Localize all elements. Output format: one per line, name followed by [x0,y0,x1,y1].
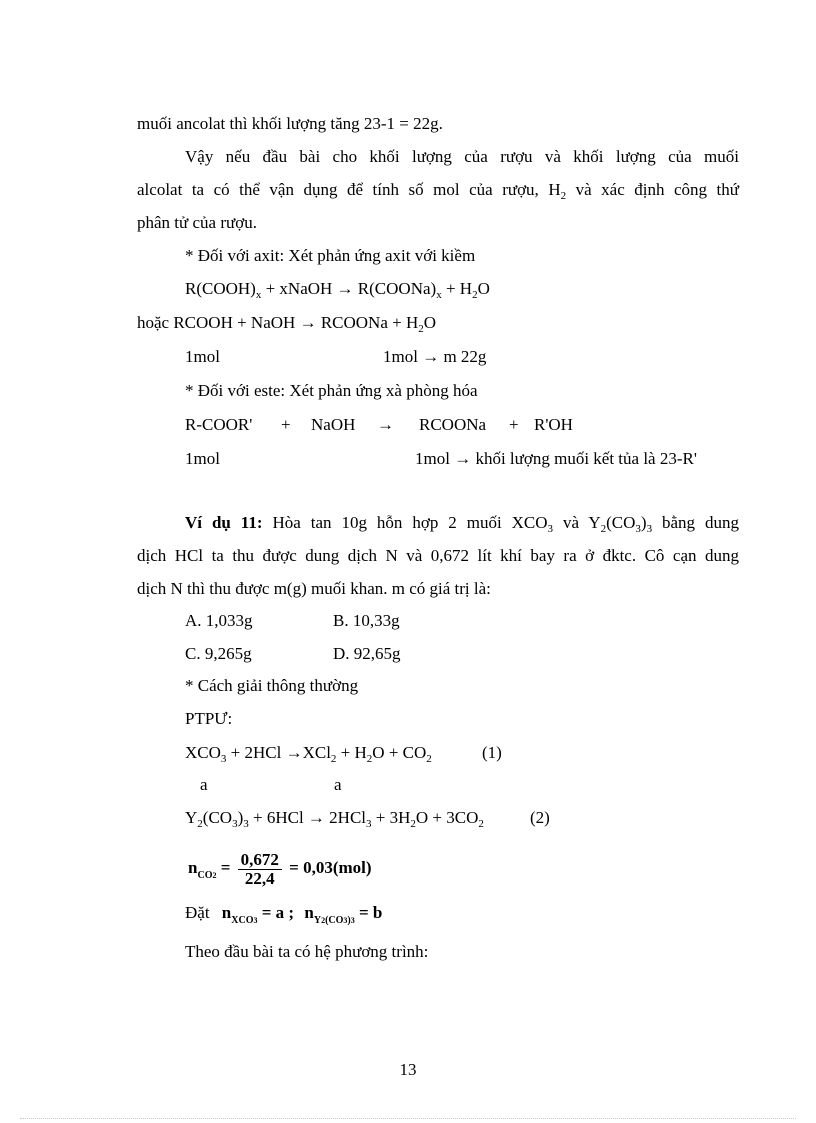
intro-line-3: alcolat ta có thể vận dụng để tính số mol của rượu, $H_2$ và xác định công thứ [137,180,739,202]
system-intro: Theo đầu bài ta có hệ phương trình: [185,942,429,961]
ptpu-label: PTPƯ: [185,709,233,728]
acid-mol-left: 1mol [185,347,220,366]
example-line-2: dịch HCl ta thu được dung dịch N và 0,672 lít khí bay ra ở đktc. Cô cạn dung [137,546,739,565]
option-b: B. 10,33g [333,611,400,630]
ester-eq-plus-1: + [281,415,291,434]
ester-eq-reactant: R-COOR' [185,415,253,434]
nco2-formula: $n_{CO2}$ = $\frac{0,672}{22,4}$ = 0,03(mol) [188,849,372,888]
ester-eq-plus-2: + [509,415,519,434]
ester-eq-arrow: → [377,415,394,434]
acid-heading: * Đối với axit: Xét phản ứng axit với kiềm [185,246,476,265]
solution-equation-2: $Y_2(CO_3)_3 + 6HCl \to 2HCl_3 + 3H_2O + 3CO_2$ [185,808,484,830]
nco2-fraction: $\frac{0,672}{22,4}$ [238,851,282,888]
ester-eq-rcoona: RCOONa [419,415,487,434]
acid-mol-right: 1mol → m 22g [383,347,487,366]
acid-equation-2: hoặc RCOOH + NaOH → RCOONa + $H_2O$ [137,313,437,335]
page-number: 13 [399,1060,417,1079]
intro-line-1: muối ancolat thì khối lượng tăng 23-1 = 22g. [137,114,443,133]
acid-equation-1: $R(COOH)_x$ + xNaOH → $R(COONa)_x + H_2O$ [185,279,490,301]
example-line-3: dịch N thì thu được m(g) muối khan. m có giá trị là: [137,579,491,598]
equation-1-number: (1) [482,743,502,762]
equation-2-number: (2) [530,808,550,827]
ester-eq-naoh: NaOH [311,415,356,434]
ester-eq-roh: R'OH [534,415,573,434]
bottom-divider [20,1118,796,1119]
coeff-a-left: a [200,775,208,794]
intro-line-2: Vậy nếu đầu bài cho khối lượng của rượu và khối lượng của muối [185,147,739,166]
option-a: A. 1,033g [185,611,253,630]
option-d: D. 92,65g [333,644,401,663]
example-line-1: Ví dụ 11: Hòa tan 10g hỗn hợp 2 muối $XCO_3$ và $Y_2(CO_3)_3$ bằng dung [185,513,739,535]
solution-heading: * Cách giải thông thường [185,676,359,695]
ester-mol-left: 1mol [185,449,220,468]
dat-line: Đặt $n_{XCO3} = a$ ; $n_{Y2(CO3)3} = b$ [185,903,383,926]
intro-line-4: phân tử của rượu. [137,213,257,232]
coeff-a-right: a [334,775,342,794]
solution-equation-1: $XCO_3 + 2HCl \to XCl_2 + H_2O + CO_2$ [185,743,432,765]
ester-heading: * Đối với este: Xét phản ứng xà phòng hóa [185,381,478,400]
ester-mol-right: 1mol → khối lượng muối kết tủa là 23-R' [415,449,697,468]
option-c: C. 9,265g [185,644,252,663]
